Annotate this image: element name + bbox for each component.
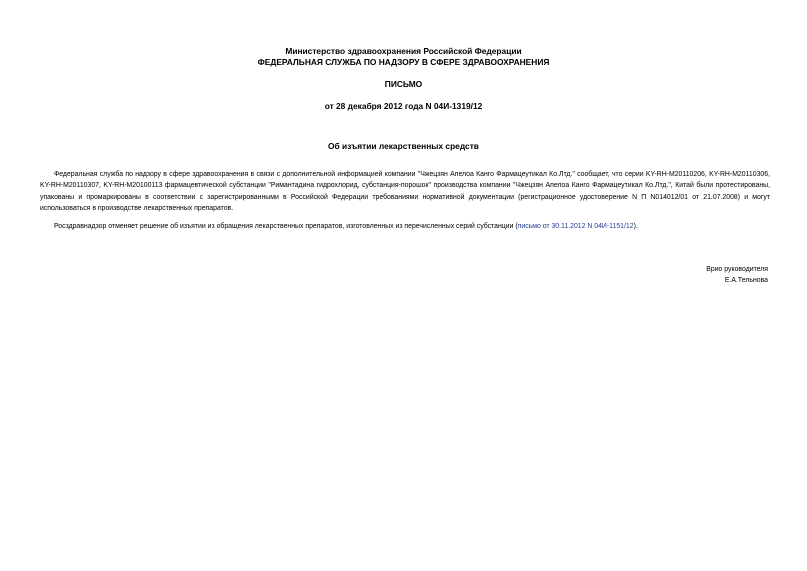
document-date-number: от 28 декабря 2012 года N 04И-1319/12	[324, 101, 483, 111]
signatory-name: Е.А.Тельнова	[724, 277, 768, 284]
body-paragraph-1-text: Федеральная служба по надзору в сфере здравоохранения в связи с дополнительной информацией компании "Чжецзян Апелоа Канго Фармацеутикал Ко.Лтд." сообщает, что серии KY-RH-M20110206, KY-RH-M20110306, KY-RH-M20110307, KY-RH-M20100113 фармацевтической субстанции "Римантадина гидрохлорид, субстанция-порошок" производства компании "Чжецзян Апелоа Канго Фармацеутикал Ко.Лтд.", Китай были протестированы, упакованы и промаркированы в соответствии с зарегистрированными в Российской Федерации требованиями нормативной документации (регистрационное удостоверение N П N014012/01 от 21.07.2008) и могут использоваться в производстве лекарственных препаратов.	[40, 171, 770, 212]
body-paragraph-2-text: Росздравнадзор отменяет решение об изъятии из обращения лекарственных препаратов, изготовленных из перечисленных серий субстанции (	[54, 223, 518, 230]
body-paragraph-2	[40, 221, 770, 232]
body-paragraph-1	[40, 169, 770, 214]
document-type: ПИСЬМО	[384, 79, 423, 89]
body-paragraph-2-end: ).	[633, 223, 638, 230]
ministry-heading: Министерство здравоохранения Российской Федерации	[285, 46, 522, 56]
referenced-letter-link[interactable]: письмо от 30.11.2012 N 04И-1151/12	[517, 223, 634, 230]
signatory-position: Врио руководителя	[706, 266, 768, 273]
document-subject: Об изъятии лекарственных средств	[328, 141, 479, 151]
service-heading: ФЕДЕРАЛЬНАЯ СЛУЖБА ПО НАДЗОРУ В СФЕРЕ ЗДРАВООХРАНЕНИЯ	[257, 57, 550, 67]
